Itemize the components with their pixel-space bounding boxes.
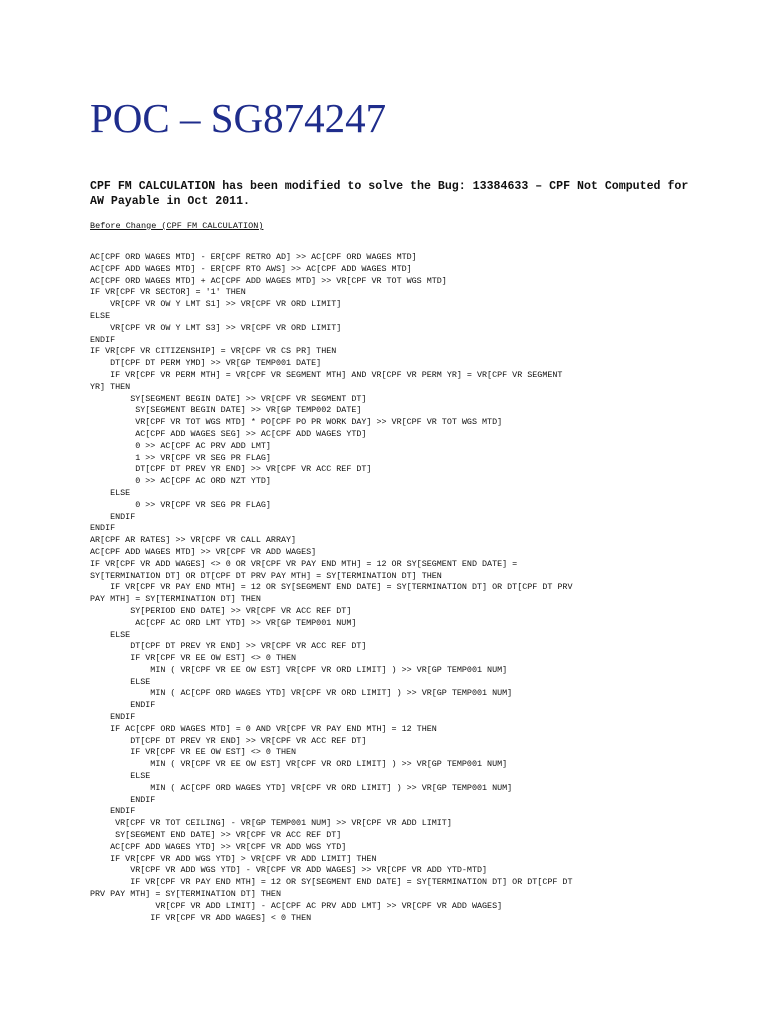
code-line: YR] THEN	[90, 381, 131, 392]
code-line: PAY MTH] = SY[TERMINATION DT] THEN	[90, 594, 261, 605]
code-line: DT[CPF DT PERM YMD] >> VR[GP TEMP001 DATE]	[90, 358, 322, 369]
code-line: ENDIF	[90, 700, 156, 711]
code-line: VR[CPF VR OW Y LMT S3] >> VR[CPF VR ORD LIMIT]	[90, 322, 342, 333]
code-line: IF VR[CPF VR PERM MTH] = VR[CPF VR SEGMENT MTH] AND VR[CPF VR PERM YR] = VR[CPF VR SEGMENT	[90, 369, 563, 380]
code-line: SY[SEGMENT END DATE] >> VR[CPF VR ACC REF DT]	[90, 830, 342, 841]
code-line: IF VR[CPF VR ADD WAGES] < 0 THEN	[90, 912, 312, 923]
code-line: 0 >> AC[CPF AC PRV ADD LMT]	[90, 440, 271, 451]
code-line: AR[CPF AR RATES] >> VR[CPF VR CALL ARRAY]	[90, 535, 297, 546]
code-line: IF VR[CPF VR EE OW EST] <> 0 THEN	[90, 653, 297, 664]
code-line: ENDIF	[90, 523, 116, 534]
code-line: VR[CPF VR ADD LIMIT] - AC[CPF AC PRV ADD LMT] >> VR[CPF VR ADD WAGES]	[90, 900, 503, 911]
code-line: IF VR[CPF VR SECTOR] = '1' THEN	[90, 287, 246, 298]
code-listing	[90, 252, 690, 924]
code-line: AC[CPF ADD WAGES MTD] >> VR[CPF VR ADD WAGES]	[90, 546, 317, 557]
code-line: AC[CPF ADD WAGES MTD] - ER[CPF RTO AWS] >> AC[CPF ADD WAGES MTD]	[90, 263, 412, 274]
code-line: ENDIF	[90, 511, 136, 522]
code-line: ENDIF	[90, 794, 156, 805]
code-line: AC[CPF AC ORD LMT YTD] >> VR[GP TEMP001 NUM]	[90, 617, 357, 628]
code-line: SY[SEGMENT BEGIN DATE] >> VR[GP TEMP002 DATE]	[90, 405, 362, 416]
code-line: DT[CPF DT PREV YR END] >> VR[CPF VR ACC REF DT]	[90, 735, 367, 746]
code-line: 0 >> VR[CPF VR SEG PR FLAG]	[90, 499, 271, 510]
code-line: VR[CPF VR TOT WGS MTD] * PO[CPF PO PR WORK DAY] >> VR[CPF VR TOT WGS MTD]	[90, 417, 503, 428]
code-line: VR[CPF VR OW Y LMT S1] >> VR[CPF VR ORD LIMIT]	[90, 299, 342, 310]
code-line: ELSE	[90, 771, 151, 782]
code-line: AC[CPF ORD WAGES MTD] - ER[CPF RETRO AD] >> AC[CPF ORD WAGES MTD]	[90, 252, 417, 262]
code-line: MIN ( VR[CPF VR EE OW EST] VR[CPF VR ORD LIMIT] ) >> VR[GP TEMP001 NUM]	[90, 759, 508, 770]
code-line: ELSE	[90, 676, 151, 687]
code-line: SY[SEGMENT BEGIN DATE] >> VR[CPF VR SEGMENT DT]	[90, 393, 367, 404]
code-line: IF VR[CPF VR PAY END MTH] = 12 OR SY[SEGMENT END DATE] = SY[TERMINATION DT] OR DT[CPF DT PRV	[90, 582, 573, 593]
code-line: 1 >> VR[CPF VR SEG PR FLAG]	[90, 452, 271, 463]
code-line: IF VR[CPF VR CITIZENSHIP] = VR[CPF VR CS PR] THEN	[90, 346, 337, 357]
code-line: DT[CPF DT PREV YR END] >> VR[CPF VR ACC REF DT]	[90, 641, 367, 652]
code-line: DT[CPF DT PREV YR END] >> VR[CPF VR ACC REF DT]	[90, 464, 372, 475]
code-line: MIN ( VR[CPF VR EE OW EST] VR[CPF VR ORD LIMIT] ) >> VR[GP TEMP001 NUM]	[90, 664, 508, 675]
code-line: AC[CPF ADD WAGES SEG] >> AC[CPF ADD WAGES YTD]	[90, 428, 367, 439]
code-line: IF VR[CPF VR ADD WGS YTD] > VR[CPF VR ADD LIMIT] THEN	[90, 853, 377, 864]
code-line: ELSE	[90, 629, 131, 640]
code-line: AC[CPF ORD WAGES MTD] + AC[CPF ADD WAGES MTD] >> VR[CPF VR TOT WGS MTD]	[90, 275, 447, 286]
code-line: MIN ( AC[CPF ORD WAGES YTD] VR[CPF VR ORD LIMIT] ) >> VR[GP TEMP001 NUM]	[90, 782, 513, 793]
code-line: AC[CPF ADD WAGES YTD] >> VR[CPF VR ADD WGS YTD]	[90, 841, 347, 852]
code-line: IF VR[CPF VR ADD WAGES] <> 0 OR VR[CPF VR PAY END MTH] = 12 OR SY[SEGMENT END DATE] =	[90, 558, 518, 569]
code-line: ENDIF	[90, 806, 136, 817]
code-line: VR[CPF VR TOT CEILING] - VR[GP TEMP001 NUM] >> VR[CPF VR ADD LIMIT]	[90, 818, 452, 829]
code-line: ELSE	[90, 487, 131, 498]
code-line: MIN ( AC[CPF ORD WAGES YTD] VR[CPF VR ORD LIMIT] ) >> VR[GP TEMP001 NUM]	[90, 688, 513, 699]
code-line: ENDIF	[90, 334, 116, 345]
code-line: VR[CPF VR ADD WGS YTD] - VR[CPF VR ADD WAGES] >> VR[CPF VR ADD YTD-MTD]	[90, 865, 488, 876]
code-line: PRV PAY MTH] = SY[TERMINATION DT] THEN	[90, 889, 281, 900]
code-line: 0 >> AC[CPF AC ORD NZT YTD]	[90, 476, 271, 487]
code-line: IF AC[CPF ORD WAGES MTD] = 0 AND VR[CPF VR PAY END MTH] = 12 THEN	[90, 723, 437, 734]
section-heading: Before Change (CPF FM CALCULATION)	[90, 221, 264, 231]
change-summary: CPF FM CALCULATION has been modified to solve the Bug: 13384633 – CPF Not Computed for AW Payable in Oct 2011.	[90, 180, 689, 208]
code-line: IF VR[CPF VR EE OW EST] <> 0 THEN	[90, 747, 297, 758]
code-line: ELSE	[90, 310, 111, 321]
code-line: SY[TERMINATION DT] OR DT[CPF DT PRV PAY MTH] = SY[TERMINATION DT] THEN	[90, 570, 442, 581]
code-line: IF VR[CPF VR PAY END MTH] = 12 OR SY[SEGMENT END DATE] = SY[TERMINATION DT] OR DT[CPF DT	[90, 877, 573, 888]
code-line: ENDIF	[90, 712, 136, 723]
page-title: POC – SG874247	[90, 95, 387, 141]
code-line: SY[PERIOD END DATE] >> VR[CPF VR ACC REF DT]	[90, 605, 352, 616]
